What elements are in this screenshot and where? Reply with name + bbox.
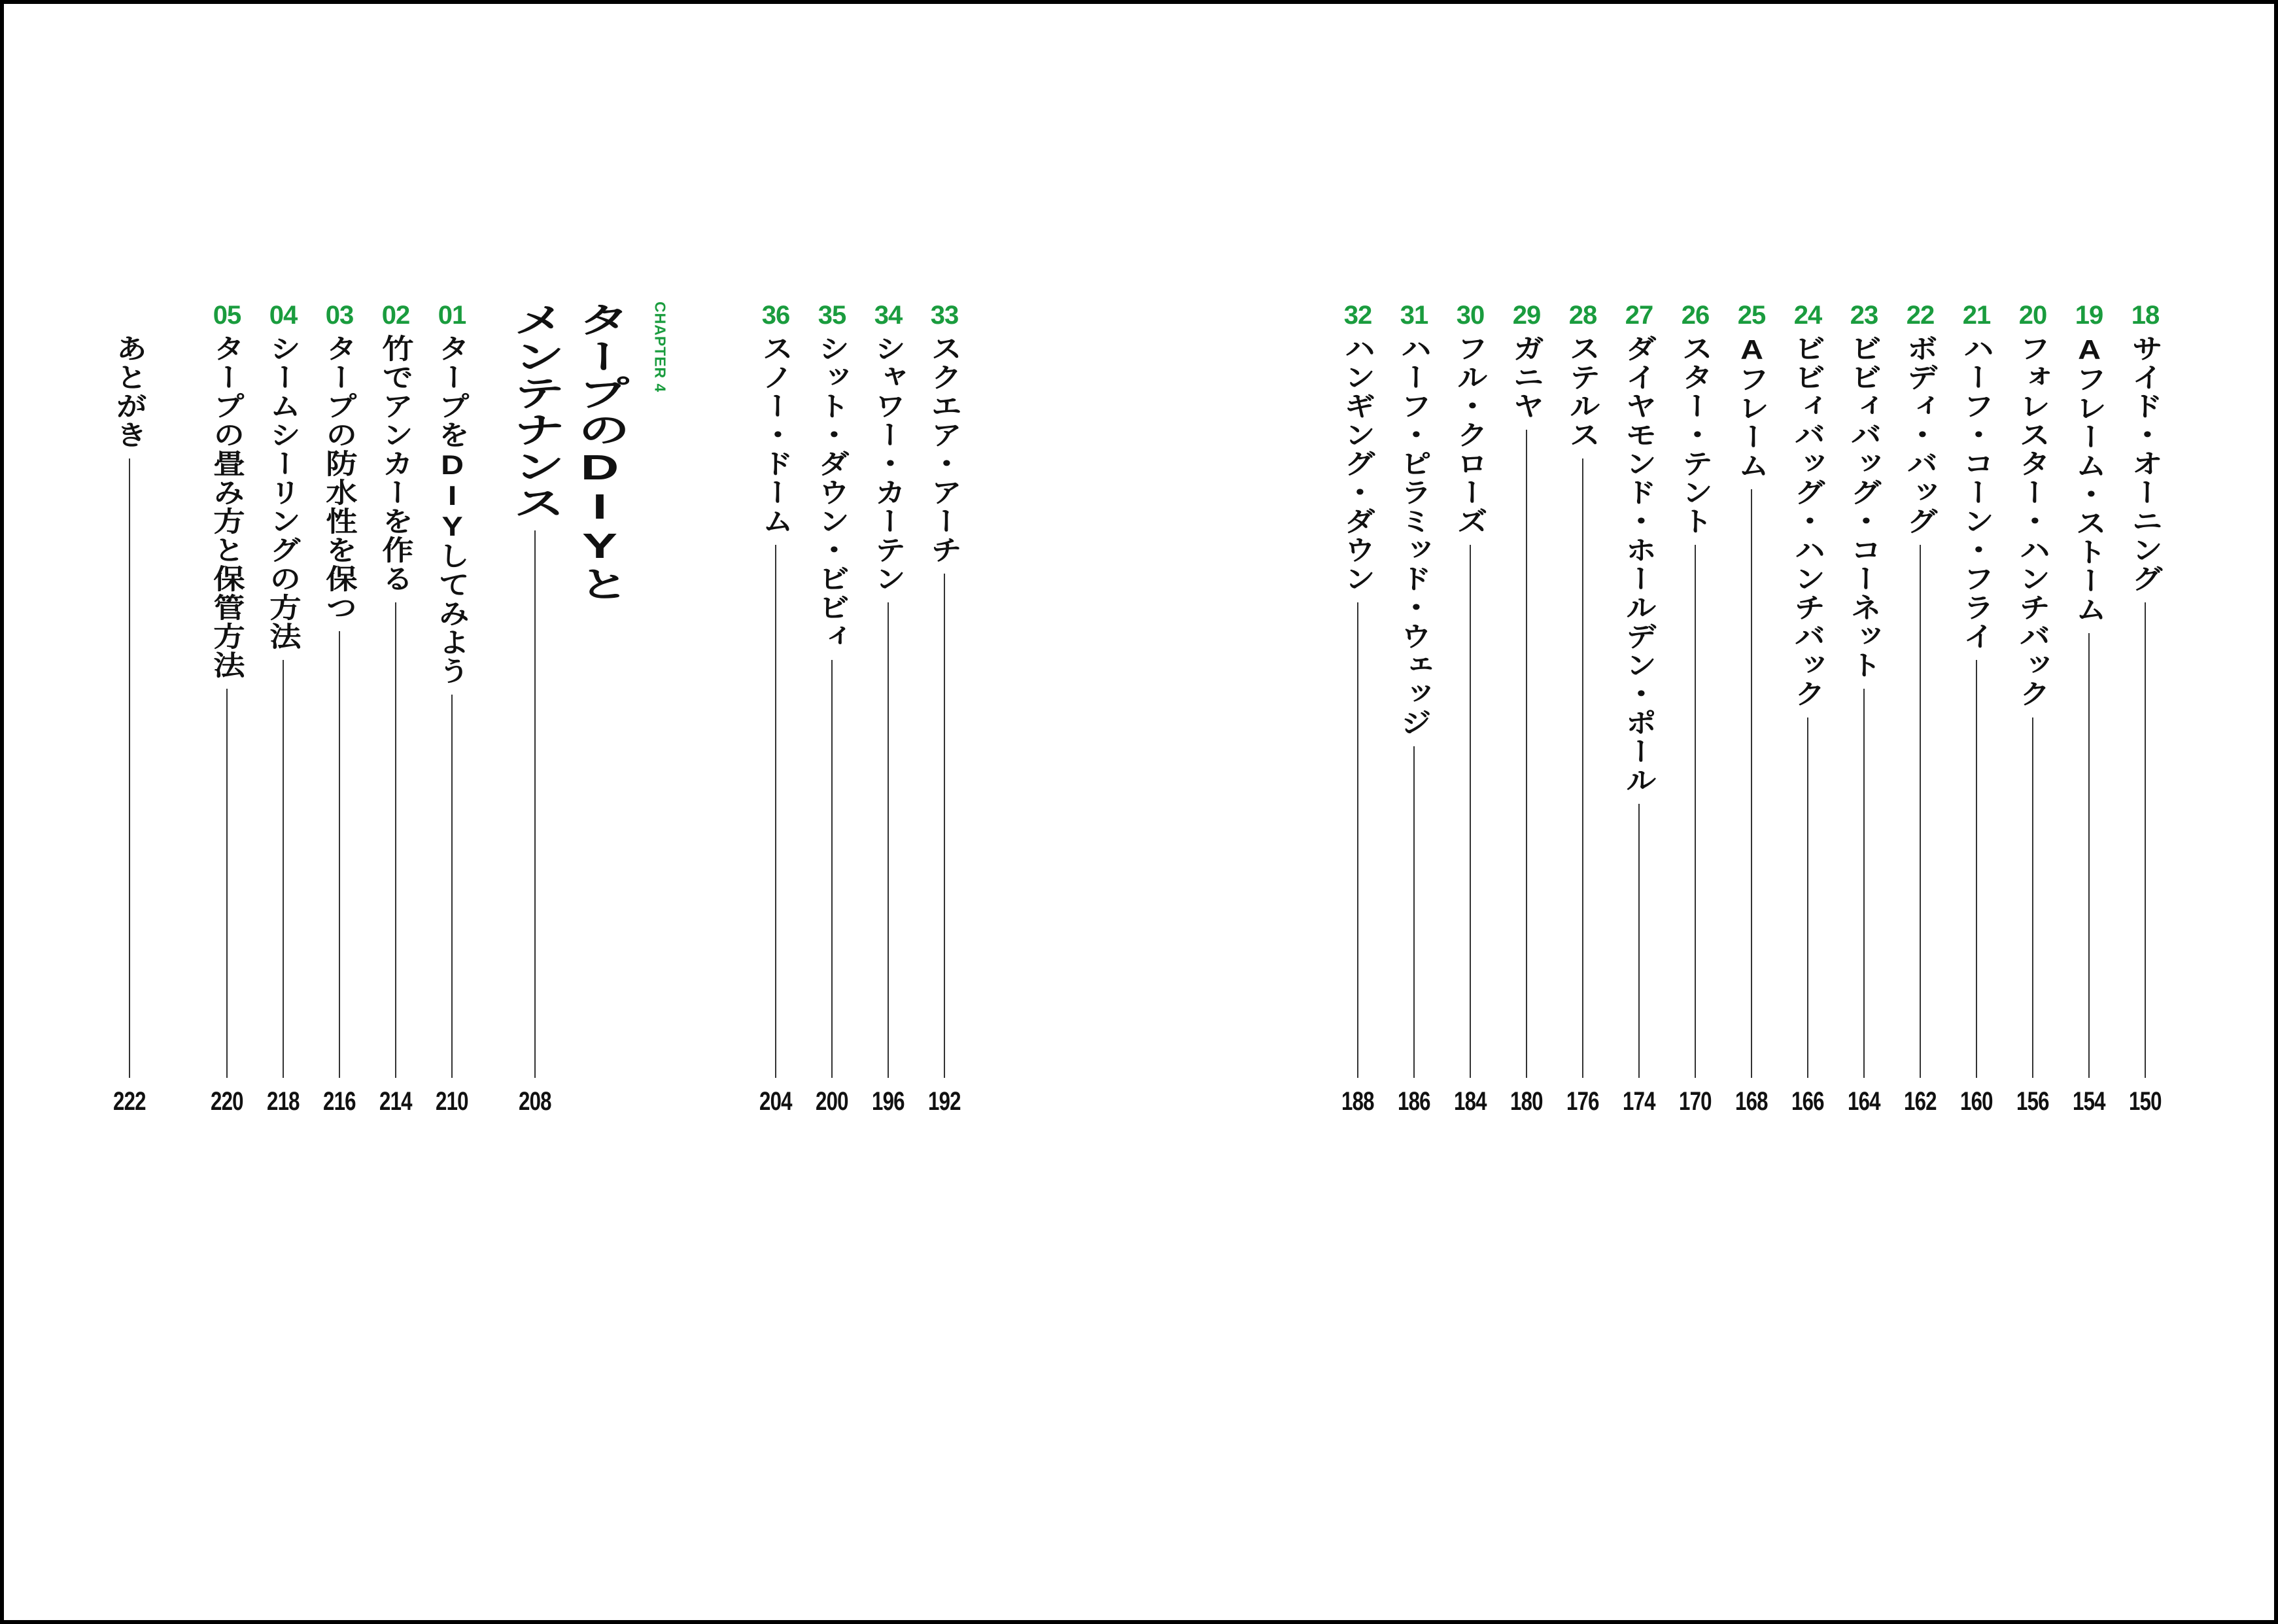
entry-title: ガニヤ xyxy=(1509,334,1545,421)
entry-title: ハーフ・ピラミッド・ウェッジ xyxy=(1396,334,1432,737)
chapter-title-column-1 xyxy=(572,302,628,1116)
leader-line xyxy=(1582,458,1583,1078)
leader-line xyxy=(944,574,945,1078)
entry-number: 36 xyxy=(761,301,790,330)
entry-page-number xyxy=(1956,1087,1997,1116)
toc-entry xyxy=(378,301,414,1116)
entry-title: スクエア・アーチ xyxy=(927,334,963,564)
toc-entry xyxy=(1734,301,1770,1116)
entry-page-number xyxy=(514,1087,556,1116)
entry-number: 35 xyxy=(818,301,846,330)
entry-number: 20 xyxy=(2018,301,2047,330)
leader-line xyxy=(1751,489,1752,1078)
entry-title: ダイヤモンド・ホールデン・ポール xyxy=(1621,334,1657,795)
entry-title: あとがき xyxy=(112,334,148,449)
entry-number: 26 xyxy=(1681,301,1710,330)
page-number-text: 192 xyxy=(928,1086,961,1116)
chapter-label: CHAPTER 4 xyxy=(651,302,669,393)
toc-entry xyxy=(322,301,358,1116)
leader-line xyxy=(395,602,396,1078)
leader-line xyxy=(129,458,130,1078)
entry-number: 34 xyxy=(874,301,903,330)
entry-number: 18 xyxy=(2131,301,2160,330)
entry-number: 32 xyxy=(1343,301,1372,330)
toc-entry xyxy=(1848,302,1880,1116)
leader-line xyxy=(1976,660,1977,1078)
page-number-text: 168 xyxy=(1735,1086,1768,1116)
leader-line xyxy=(226,689,228,1078)
entry-number: 22 xyxy=(1906,301,1935,330)
entry-number: 28 xyxy=(1568,301,1597,330)
leader-line xyxy=(534,530,536,1078)
entry-page-number xyxy=(1506,1087,1547,1116)
chapter-heading-block xyxy=(505,302,670,1116)
toc-entry xyxy=(1623,302,1655,1116)
entry-number: 23 xyxy=(1850,301,1878,330)
entry-page-number xyxy=(1337,1087,1379,1116)
entry-page-number xyxy=(2068,1087,2110,1116)
leader-line xyxy=(1807,717,1808,1078)
entry-title: タープをDIYしてみよう xyxy=(434,334,470,685)
toc-entry xyxy=(1678,301,1714,1116)
toc-entry xyxy=(1903,301,1939,1116)
toc-page-right xyxy=(1340,301,2164,1116)
leader-line xyxy=(339,631,340,1078)
toc-entries-left xyxy=(112,301,963,1116)
page-number-text: 176 xyxy=(1566,1086,1599,1116)
toc-page-left xyxy=(112,301,963,1116)
toc-entries-right xyxy=(1340,301,2164,1116)
entry-page-number xyxy=(1731,1087,1772,1116)
chapter-title-column-2 xyxy=(505,302,565,1116)
entry-number: 33 xyxy=(930,301,959,330)
entry-page-number xyxy=(206,1087,248,1116)
entry-page-number xyxy=(867,1087,909,1116)
page-number-text: 156 xyxy=(2016,1086,2049,1116)
toc-entry xyxy=(1959,301,1995,1116)
entry-page-number xyxy=(1787,1087,1829,1116)
page-number-text: 216 xyxy=(323,1086,356,1116)
toc-entry xyxy=(2073,302,2105,1116)
entry-number: 30 xyxy=(1456,301,1485,330)
entry-title: ボディ・バッグ xyxy=(1903,334,1939,536)
entry-title: ステルス xyxy=(1565,334,1601,449)
leader-line xyxy=(1357,602,1358,1078)
page-number-text: 160 xyxy=(1960,1086,1993,1116)
leader-line xyxy=(1695,545,1696,1078)
entry-number: 04 xyxy=(269,301,298,330)
toc-entry xyxy=(2128,301,2164,1116)
entry-page-number xyxy=(262,1087,304,1116)
entry-title: Aフレーム・ストーム xyxy=(2071,334,2107,624)
entry-number: 24 xyxy=(1793,301,1822,330)
entry-number: 19 xyxy=(2075,301,2103,330)
page-number-text: 208 xyxy=(519,1086,551,1116)
entry-page-number xyxy=(375,1087,417,1116)
leader-line xyxy=(1470,545,1471,1078)
leader-line xyxy=(451,695,453,1078)
leader-line xyxy=(2145,602,2146,1078)
page-number-text: 196 xyxy=(872,1086,905,1116)
leader-line xyxy=(775,545,776,1078)
entry-title: サイド・オーニング xyxy=(2128,334,2164,593)
chapter-label-column xyxy=(650,302,670,1116)
entry-page-number xyxy=(1618,1087,1660,1116)
toc-entry xyxy=(816,302,848,1116)
toc-entry xyxy=(211,302,243,1116)
page-number-text: 154 xyxy=(2073,1086,2105,1116)
page-number-text: 174 xyxy=(1623,1086,1655,1116)
entry-page-number xyxy=(2012,1087,2054,1116)
chapter-title-line-2: メンテナンス xyxy=(506,302,564,521)
entry-page-number xyxy=(811,1087,853,1116)
leader-line xyxy=(831,660,833,1078)
page-number-text: 166 xyxy=(1791,1086,1824,1116)
leader-line xyxy=(1863,689,1865,1078)
entry-title: ビビィバッグ・コーネット xyxy=(1846,334,1882,680)
entry-page-number xyxy=(109,1087,150,1116)
page-number-text: 186 xyxy=(1398,1086,1430,1116)
entry-title: フル・クローズ xyxy=(1453,334,1489,536)
entry-title: ハーフ・コーン・フライ xyxy=(1959,334,1995,651)
entry-number: 21 xyxy=(1962,301,1991,330)
entry-title: ハンギング・ダウン xyxy=(1340,334,1376,593)
entry-page-number xyxy=(319,1087,360,1116)
entry-page-number xyxy=(2124,1087,2166,1116)
chapter-title-line-1: タープのDIYと xyxy=(570,302,629,602)
entry-page-number xyxy=(1899,1087,1941,1116)
entry-title: Aフレーム xyxy=(1734,334,1770,480)
page-number-text: 204 xyxy=(759,1086,792,1116)
page-number-text: 220 xyxy=(211,1086,243,1116)
toc-entry xyxy=(436,302,468,1116)
toc-entry xyxy=(1509,301,1545,1116)
toc-entry xyxy=(2015,301,2051,1116)
leader-line xyxy=(2032,717,2033,1078)
toc-entry xyxy=(266,301,302,1116)
page-number-text: 222 xyxy=(113,1086,146,1116)
leader-line xyxy=(1638,804,1640,1078)
toc-entry xyxy=(1565,301,1601,1116)
entry-page-number xyxy=(755,1087,797,1116)
entry-title: タープの防水性を保つ xyxy=(322,334,358,622)
entry-title: スノー・ドーム xyxy=(758,334,794,536)
page-number-text: 170 xyxy=(1679,1086,1712,1116)
toc-entry xyxy=(1790,301,1826,1116)
entry-title: シャワー・カーテン xyxy=(871,334,906,593)
page-number-text: 150 xyxy=(2129,1086,2162,1116)
page-number-text: 184 xyxy=(1454,1086,1487,1116)
entry-title: シームシーリングの方法 xyxy=(266,334,302,651)
toc-entry xyxy=(1453,301,1489,1116)
entry-number: 01 xyxy=(438,301,466,330)
page-number-text: 214 xyxy=(379,1086,412,1116)
entry-page-number xyxy=(923,1087,965,1116)
page-number-text: 218 xyxy=(267,1086,300,1116)
entry-page-number xyxy=(1562,1087,1604,1116)
leader-line xyxy=(1920,545,1921,1078)
entry-number: 03 xyxy=(325,301,354,330)
page-number-text: 180 xyxy=(1510,1086,1543,1116)
entry-title: シット・ダウン・ビビィ xyxy=(814,334,850,651)
entry-title: ビビィバッグ・ハンチバック xyxy=(1790,334,1826,708)
entry-page-number xyxy=(1393,1087,1435,1116)
leader-line xyxy=(2088,633,2090,1078)
leader-line xyxy=(1413,746,1415,1078)
entry-page-number xyxy=(1843,1087,1885,1116)
page-number-text: 210 xyxy=(436,1086,468,1116)
entry-title: フォレスター・ハンチバック xyxy=(2015,334,2051,708)
entry-title: 竹でアンカーを作る xyxy=(378,334,414,593)
entry-number: 05 xyxy=(213,301,241,330)
leader-line xyxy=(1526,430,1527,1078)
leader-line xyxy=(888,602,889,1078)
entry-page-number xyxy=(1674,1087,1716,1116)
entry-title: タープの畳み方と保管方法 xyxy=(209,334,245,680)
toc-entry-afterword xyxy=(112,302,148,1116)
page-number-text: 200 xyxy=(816,1086,848,1116)
entry-number: 29 xyxy=(1512,301,1541,330)
toc-entry xyxy=(927,301,963,1116)
toc-entry xyxy=(1340,301,1376,1116)
entry-number: 02 xyxy=(381,301,410,330)
toc-entry xyxy=(872,302,904,1116)
entry-number: 31 xyxy=(1400,301,1428,330)
entry-page-number xyxy=(1449,1087,1491,1116)
leader-line xyxy=(283,660,284,1078)
entry-page-number xyxy=(431,1087,473,1116)
entry-number: 27 xyxy=(1625,301,1653,330)
entry-number: 25 xyxy=(1737,301,1766,330)
toc-entry xyxy=(758,301,794,1116)
entry-title: スター・テント xyxy=(1678,334,1714,536)
page-number-text: 164 xyxy=(1848,1086,1880,1116)
page-number-text: 162 xyxy=(1904,1086,1937,1116)
page-number-text: 188 xyxy=(1341,1086,1374,1116)
toc-entry xyxy=(1398,302,1430,1116)
